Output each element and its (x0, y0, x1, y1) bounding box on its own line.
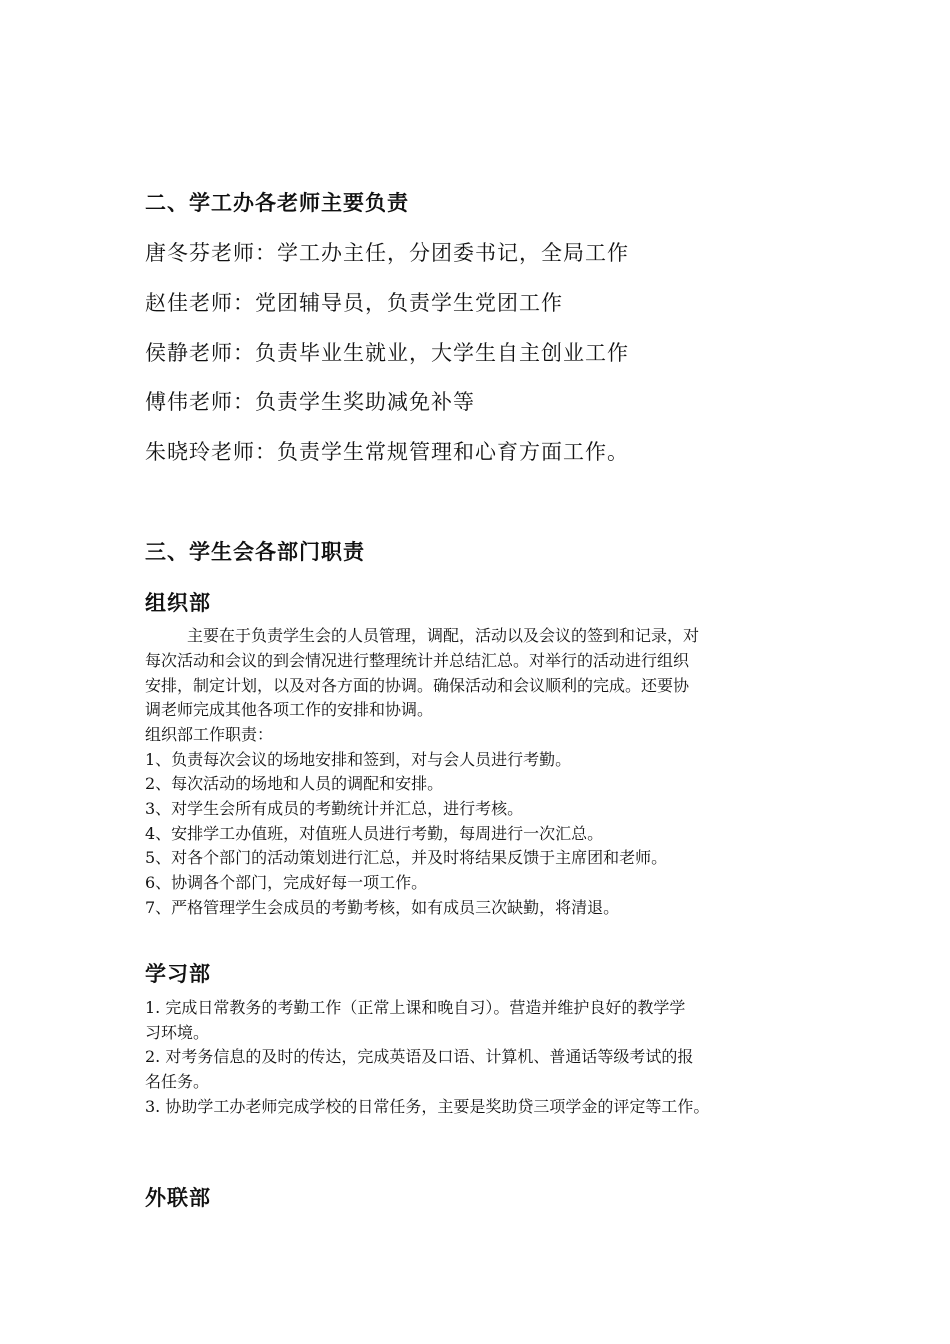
study-line: 3. 协助学工办老师完成学校的日常任务，主要是奖助贷三项学金的评定等工作。 (145, 1097, 710, 1116)
teacher-line: 傅伟老师：负责学生奖助减免补等 (145, 390, 475, 414)
org-intro-line: 主要在于负责学生会的人员管理，调配，活动以及会议的签到和记录，对 (187, 626, 700, 645)
org-duty-item: 3、对学生会所有成员的考勤统计并汇总，进行考核。 (145, 799, 524, 818)
study-line: 2. 对考务信息的及时的传达，完成英语及口语、计算机、普通话等级考试的报 (145, 1047, 694, 1066)
study-line: 习环境。 (145, 1023, 210, 1042)
teacher-line: 侯静老师：负责毕业生就业，大学生自主创业工作 (145, 341, 629, 365)
org-duty-item: 4、安排学工办值班，对值班人员进行考勤，每周进行一次汇总。 (145, 824, 604, 843)
teacher-line: 唐冬芬老师：学工办主任，分团委书记，全局工作 (145, 241, 629, 265)
org-duty-item: 7、严格管理学生会成员的考勤考核，如有成员三次缺勤，将清退。 (145, 898, 620, 917)
org-duties-label: 组织部工作职责： (145, 725, 274, 744)
dept-title-organization: 组织部 (145, 591, 211, 615)
org-duty-item: 2、每次活动的场地和人员的调配和安排。 (145, 774, 444, 793)
section-heading-teachers: 二、学工办各老师主要负责 (145, 191, 409, 215)
study-line: 名任务。 (145, 1072, 210, 1091)
org-duty-item: 5、对各个部门的活动策划进行汇总，并及时将结果反馈于主席团和老师。 (145, 848, 668, 867)
org-intro-line: 每次活动和会议的到会情况进行整理统计并总结汇总。对举行的活动进行组织 (145, 651, 690, 670)
dept-title-liaison: 外联部 (145, 1186, 211, 1210)
dept-title-study: 学习部 (145, 962, 211, 986)
teacher-line: 赵佳老师：党团辅导员，负责学生党团工作 (145, 291, 563, 315)
org-intro-line: 调老师完成其他各项工作的安排和协调。 (145, 700, 434, 719)
org-duty-item: 1、负责每次会议的场地安排和签到，对与会人员进行考勤。 (145, 750, 572, 769)
teacher-line: 朱晓玲老师：负责学生常规管理和心育方面工作。 (145, 440, 629, 464)
section-heading-departments: 三、学生会各部门职责 (145, 540, 365, 564)
study-line: 1. 完成日常教务的考勤工作（正常上课和晚自习）。营造并维护良好的教学学 (145, 998, 686, 1017)
org-intro-line: 安排，制定计划，以及对各方面的协调。确保活动和会议顺利的完成。还要协 (145, 676, 690, 695)
org-duty-item: 6、协调各个部门，完成好每一项工作。 (145, 873, 428, 892)
